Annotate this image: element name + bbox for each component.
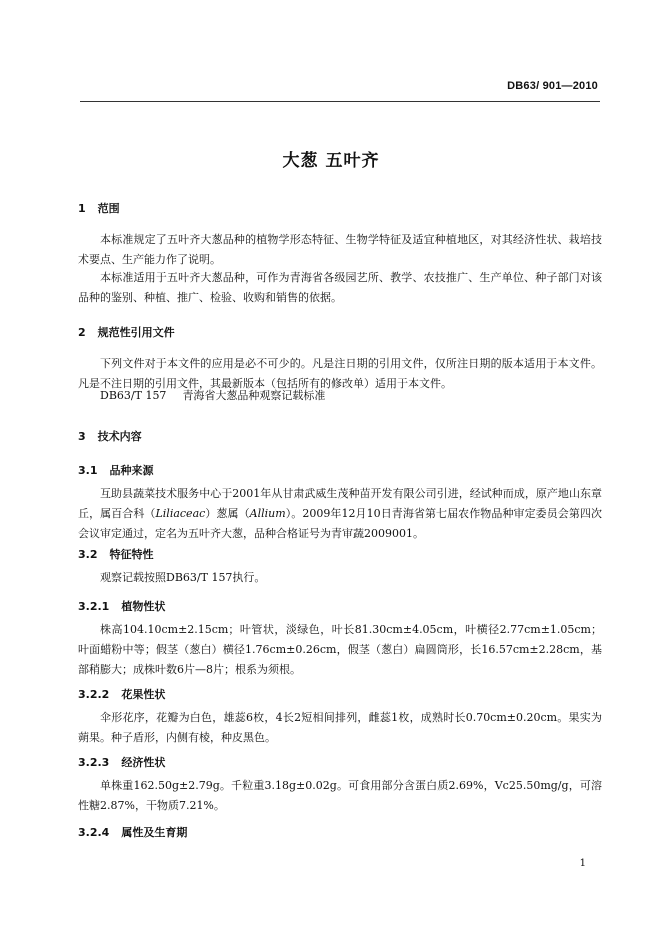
paragraph-variety-source: 互助县蔬菜技术服务中心于2001年从甘肃武威生茂种苗开发有限公司引进，经试种而成，原产地山东章丘，属百合科（Liliaceac）葱属（Allium）。2009年12月10日青海省第七届农作物品种审定委员会第四次会议审定通过，定名为五叶齐大葱，品种合格证号为青审蔬2009001。: [78, 487, 602, 540]
reference-title: 青海省大葱品种观察记载标准: [182, 389, 326, 402]
section-heading-3-1: [78, 462, 154, 478]
section-title: 属性及生育期: [121, 826, 188, 839]
section-heading-3-2-4: [78, 824, 187, 840]
section-title: 花果性状: [121, 688, 166, 701]
document-id: DB63/ 901—2010: [507, 80, 598, 92]
section-heading-3-2-2: [78, 686, 165, 702]
section-title: 技术内容: [97, 430, 142, 443]
reference-entry: [78, 386, 602, 406]
paragraph-references: 下列文件对于本文件的应用是必不可少的。凡是注日期的引用文件，仅所注日期的版本适用于本文件。凡是不注日期的引用文件，其最新版本（包括所有的修改单）适用于本文件。: [78, 357, 602, 390]
section-number: 1: [78, 202, 86, 215]
section-heading-3-2-3: [78, 754, 165, 770]
reference-code: DB63/T 157: [100, 389, 167, 402]
section-heading-3-2: [78, 546, 154, 562]
section-title: 规范性引用文件: [97, 326, 175, 339]
header-rule: [80, 101, 600, 102]
section-heading-1: [78, 200, 120, 216]
paragraph-scope-1: 本标准规定了五叶齐大葱品种的植物学形态特征、生物学特征及适宜种植地区，对其经济性状、栽培技术要点、生产能力作了说明。: [78, 233, 602, 266]
section-title: 经济性状: [121, 756, 166, 769]
paragraph-scope-2: 本标准适用于五叶齐大葱品种，可作为青海省各级园艺所、教学、农技推广、生产单位、种子部门对该品种的鉴别、种植、推广、检验、收购和销售的依据。: [78, 271, 602, 304]
section-heading-3-2-1: [78, 598, 165, 614]
paragraph-economic-traits: 单株重162.50g±2.79g。千粒重3.18g±0.02g。可食用部分含蛋白质2.69%，Vc25.50mg/g，可溶性糖2.87%，干物质7.21%。: [78, 779, 602, 812]
section-number: 2: [78, 326, 86, 339]
latin-genus-name: Allium: [249, 507, 286, 520]
section-number: 3.2.4: [78, 826, 110, 839]
section-number: 3.2.2: [78, 688, 110, 701]
section-title: 品种来源: [109, 464, 154, 477]
section-number: 3.1: [78, 464, 98, 477]
paragraph-flower-fruit-traits: 伞形花序，花瓣为白色，雄蕊6枚，4长2短相间排列，雌蕊1枚，成熟时长0.70cm±0.20cm。果实为蒴果。种子盾形，内侧有棱，种皮黑色。: [78, 711, 602, 744]
document-title: 大葱 五叶齐: [282, 151, 380, 171]
paragraph-plant-traits: 株高104.10cm±2.15cm；叶管状，淡绿色，叶长81.30cm±4.05cm，叶横径2.77cm±1.05cm；叶面蜡粉中等；假茎（葱白）横径1.76cm±0.26cm，假茎（葱白）扁圆筒形，长16.57cm±2.28cm，基部稍膨大；成株叶数6片—8片；根系为须根。: [78, 623, 602, 676]
section-heading-3: [78, 428, 142, 444]
section-number: 3.2: [78, 548, 98, 561]
section-title: 范围: [97, 202, 120, 215]
section-title: 特征特性: [109, 548, 154, 561]
section-number: 3: [78, 430, 86, 443]
section-number: 3.2.3: [78, 756, 110, 769]
section-heading-2: [78, 324, 175, 340]
section-number: 3.2.1: [78, 600, 110, 613]
section-title: 植物性状: [121, 600, 166, 613]
page-number: 1: [579, 858, 586, 869]
latin-family-name: Liliaceac: [155, 507, 206, 520]
paragraph-observation: 观察记载按照DB63/T 157执行。: [100, 571, 266, 584]
